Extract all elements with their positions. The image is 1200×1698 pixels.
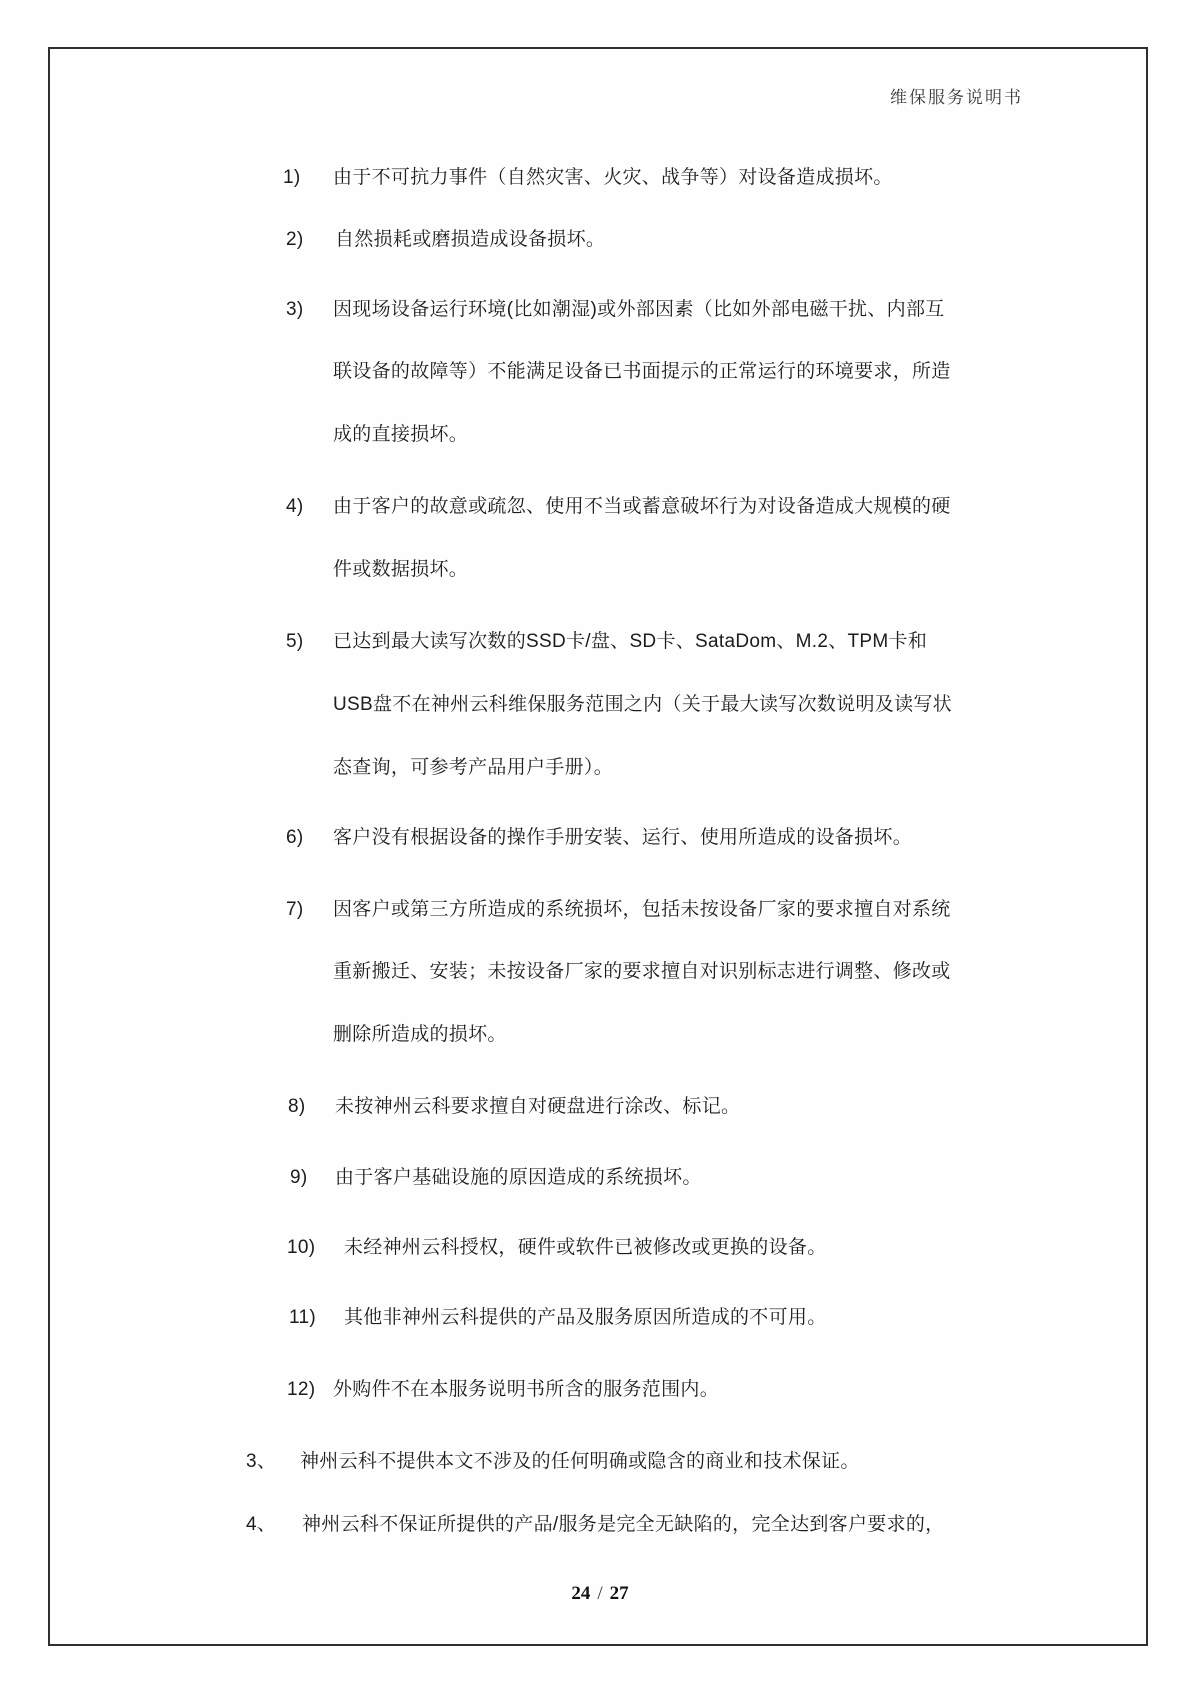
list-item-line	[333, 420, 468, 450]
list-item-text: 联设备的故障等）不能满足设备已书面提示的正常运行的环境要求，所造	[333, 361, 951, 382]
list-item-line	[333, 555, 468, 585]
list-item-marker: 2)	[286, 229, 304, 250]
list-item-marker: 12)	[287, 1379, 316, 1400]
list-item-text: 态查询，可参考产品用户手册）。	[333, 757, 614, 778]
list-item-line	[286, 627, 927, 657]
list-item-text: 神州云科不保证所提供的产品/服务是完全无缺陷的，完全达到客户要求的，	[302, 1514, 945, 1535]
list-item-line	[333, 957, 951, 987]
list-item-line	[246, 1510, 944, 1540]
list-item-text: 件或数据损坏。	[333, 559, 469, 580]
list-item-text: 未经神州云科授权，硬件或软件已被修改或更换的设备。	[344, 1237, 827, 1258]
list-item-line	[333, 357, 951, 387]
list-item-text: 重新搬迁、安装；未按设备厂家的要求擅自对识别标志进行调整、修改或	[333, 961, 951, 982]
list-item-marker: 4、	[246, 1514, 277, 1535]
page-number-separator: /	[597, 1583, 603, 1604]
list-item-text: 由于不可抗力事件（自然灾害、火灾、战争等）对设备造成损坏。	[333, 167, 893, 188]
list-item-line	[288, 1092, 740, 1122]
list-item-line	[289, 1303, 827, 1333]
list-item-text: 客户没有根据设备的操作手册安装、运行、使用所造成的设备损坏。	[333, 827, 913, 848]
list-item-marker: 1)	[283, 167, 301, 188]
list-item-line	[333, 690, 952, 720]
list-item-marker: 5)	[286, 631, 304, 652]
list-item-text: 自然损耗或磨损造成设备损坏。	[335, 229, 606, 250]
list-item-text: 由于客户基础设施的原因造成的系统损坏。	[335, 1167, 702, 1188]
list-item-text: 成的直接损坏。	[333, 424, 469, 445]
list-item-text: 因客户或第三方所造成的系统损坏，包括未按设备厂家的要求擅自对系统	[333, 899, 951, 920]
list-item-text: 由于客户的故意或疏忽、使用不当或蓄意破坏行为对设备造成大规模的硬	[333, 496, 951, 517]
list-item-line	[333, 1020, 507, 1050]
list-item-line	[283, 163, 893, 193]
list-item-text: 因现场设备运行环境(比如潮湿)或外部因素（比如外部电磁干扰、内部互	[333, 299, 945, 320]
list-item-text: 神州云科不提供本文不涉及的任何明确或隐含的商业和技术保证。	[300, 1451, 860, 1472]
list-item-line	[287, 1233, 827, 1263]
list-item-line	[286, 225, 605, 255]
list-item-marker: 9)	[290, 1167, 308, 1188]
page-number-total: 27	[609, 1583, 629, 1604]
list-item-line	[290, 1163, 702, 1193]
page-header-title: 维保服务说明书	[890, 88, 1023, 107]
list-item-marker: 8)	[288, 1096, 306, 1117]
list-item-line	[246, 1447, 860, 1477]
list-item-line	[286, 295, 945, 325]
list-item-marker: 7)	[286, 899, 304, 920]
list-item-text: 删除所造成的损坏。	[333, 1024, 507, 1045]
list-item-text: 外购件不在本服务说明书所含的服务范围内。	[333, 1379, 720, 1400]
list-item-marker: 4)	[286, 496, 304, 517]
page-number	[0, 1583, 1200, 1605]
list-item-text: 其他非神州云科提供的产品及服务原因所造成的不可用。	[344, 1307, 827, 1328]
list-item-marker: 6)	[286, 827, 304, 848]
list-item-line	[333, 753, 613, 783]
list-item-line	[286, 492, 951, 522]
list-item-line	[286, 823, 912, 853]
list-item-text: 已达到最大读写次数的SSD卡/盘、SD卡、SataDom、M.2、TPM卡和	[333, 631, 928, 652]
list-item-marker: 10)	[287, 1237, 316, 1258]
list-item-marker: 11)	[289, 1307, 316, 1328]
list-item-marker: 3、	[246, 1451, 277, 1472]
list-item-text: USB盘不在神州云科维保服务范围之内（关于最大读写次数说明及读写状	[333, 694, 952, 715]
page-number-current: 24	[571, 1583, 591, 1604]
list-item-line	[287, 1375, 719, 1405]
list-item-text: 未按神州云科要求擅自对硬盘进行涂改、标记。	[335, 1096, 741, 1117]
list-item-marker: 3)	[286, 299, 304, 320]
list-item-line	[286, 895, 951, 925]
